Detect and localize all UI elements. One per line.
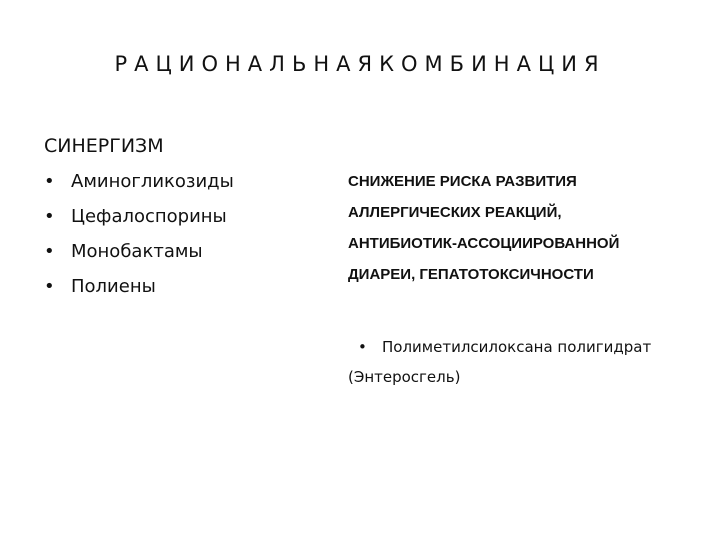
risk-line: АНТИБИОТИК-АССОЦИИРОВАННОЙ (348, 235, 620, 252)
list-item (44, 240, 344, 263)
bullet-icon: • (358, 338, 367, 356)
bullet-icon: • (44, 276, 55, 297)
risk-line: АЛЛЕРГИЧЕСКИХ РЕАКЦИЙ, (348, 204, 562, 221)
risk-column (348, 166, 698, 392)
list-item-label: Монобактамы (71, 241, 203, 262)
risk-reduction-text (348, 166, 698, 290)
product-line-1 (348, 332, 698, 362)
list-item-label: Полиены (71, 276, 156, 297)
list-item (44, 205, 344, 228)
list-item (44, 275, 344, 298)
synergism-column (44, 134, 344, 310)
list-item (44, 170, 344, 193)
bullet-icon: • (44, 171, 55, 192)
bullet-icon: • (44, 241, 55, 262)
list-item-label: Аминогликозиды (71, 171, 234, 192)
list-item-label: Цефалоспорины (71, 206, 227, 227)
bullet-icon: • (44, 206, 55, 227)
synergism-heading: СИНЕРГИЗМ (44, 135, 164, 157)
risk-line: СНИЖЕНИЕ РИСКА РАЗВИТИЯ (348, 173, 577, 190)
product-brand: (Энтеросгель) (348, 368, 461, 386)
product-name: Полиметилсилоксана полигидрат (382, 338, 652, 356)
risk-line: ДИАРЕИ, ГЕПАТОТОКСИЧНОСТИ (348, 266, 594, 283)
slide-title: РАЦИОНАЛЬНАЯКОМБИНАЦИЯ (114, 52, 606, 76)
product-item (348, 332, 698, 392)
synergism-list (44, 170, 344, 298)
